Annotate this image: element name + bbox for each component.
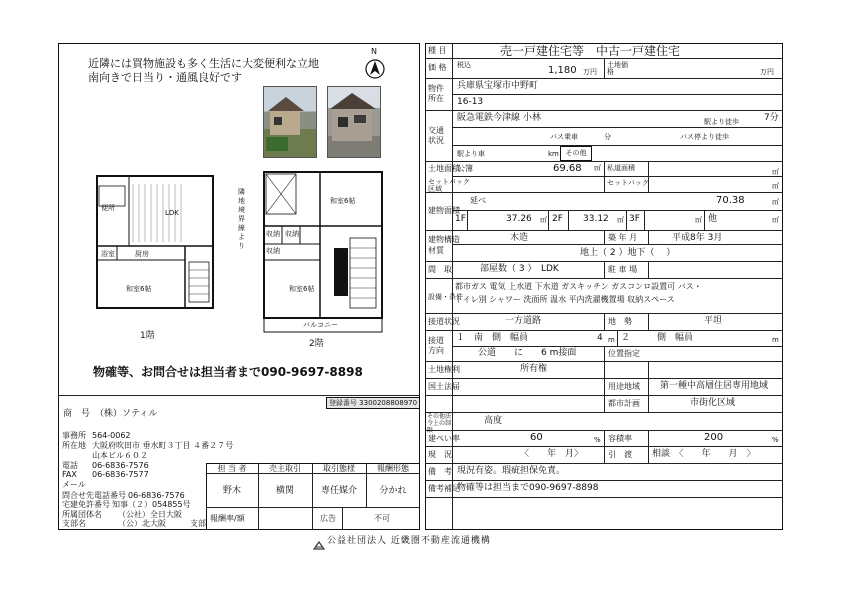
- room-washitsu-2f-b: 和室6帖: [289, 285, 315, 293]
- road-kind: 公道 に 6 m接面: [478, 348, 577, 358]
- use-label: 用途地域: [608, 382, 640, 391]
- headline-2: 南向きで日当り・通風良好です: [88, 71, 242, 84]
- road-direction-1-unit: m: [608, 336, 615, 344]
- company-tel: 06-6836-7576: [92, 461, 149, 470]
- room-balcony-2f: バルコニー: [303, 321, 338, 329]
- staff-header-type: 取引態様: [323, 464, 355, 473]
- building-f1-unit: ㎡: [540, 216, 547, 224]
- supplement-value: 物確等は担当まで090-9697-8898: [457, 483, 599, 493]
- structure-value: 木造: [510, 233, 529, 243]
- city-plan-label: 国土法届: [428, 382, 460, 391]
- building-f2-value: 33.12: [583, 214, 609, 224]
- traffic-km-unit: km: [548, 150, 559, 158]
- company-postal: 564-0062: [92, 431, 131, 440]
- staff-header-person: 担 当 者: [217, 464, 247, 473]
- road-direction-2: ２ 側 幅員: [621, 333, 694, 343]
- building-f3-label: 3F: [629, 214, 640, 224]
- room-storage-2f-b: 収納: [285, 230, 299, 238]
- floor-plan-2f: [262, 168, 387, 336]
- private-road-unit: ㎡: [772, 168, 779, 176]
- land-area-kind: 公簿: [457, 164, 473, 173]
- room-washitsu-2f-a: 和室6帖: [330, 197, 356, 205]
- staff-header-fee: 報酬形態: [377, 464, 409, 473]
- company-address-label: 所在地: [62, 441, 86, 450]
- company-office-label: 事務所: [62, 431, 86, 440]
- status-label: 現 況: [428, 450, 452, 459]
- floor-1-label: 1階: [140, 331, 155, 341]
- land-rights-label: 土地権利: [428, 365, 460, 374]
- company-inquiry: 06-6836-7576: [128, 491, 185, 500]
- private-road-label: 私道面積: [607, 164, 635, 172]
- traffic-other-label: その他: [560, 146, 592, 161]
- staff-person: 野木: [222, 486, 241, 496]
- floors-value: 地上（ 2 ）地下（ ）: [580, 248, 676, 258]
- side-note: 隣地境界線より: [238, 188, 245, 250]
- traffic-label: 交通状況: [428, 126, 444, 145]
- price-unit: 万円: [583, 68, 597, 76]
- bcr-label: 建ぺい率: [428, 434, 460, 443]
- far-value: 200: [704, 432, 724, 443]
- traffic-walk-label: 駅より徒歩: [704, 118, 739, 126]
- registration-number: 登録番号 3300208808970: [326, 397, 420, 409]
- delivery-value: 相談 〈 年 月 〉: [652, 449, 756, 459]
- terrain-value: 平坦: [704, 316, 723, 326]
- price-extra-unit: 万円: [760, 68, 774, 76]
- price-extra-label: 土地価格: [607, 61, 628, 76]
- company-fax: 06-6836-7577: [92, 470, 149, 479]
- location-label: 物件所在: [428, 84, 444, 103]
- remarks-label: 備 考: [428, 467, 452, 476]
- road-value: 一方道路: [505, 316, 542, 326]
- house-photo-1: [263, 86, 317, 158]
- location-line-1: 兵庫県宝塚市中野町: [457, 81, 539, 91]
- traffic-station: 阪急電鉄今津線 小林: [457, 113, 541, 123]
- bcr-unit: %: [594, 436, 601, 444]
- room-washitsu-1f: 和室6帖: [126, 285, 152, 293]
- price-label: 価 格: [428, 63, 447, 72]
- footer-association: 公益社団法人 近畿圏不動産流通機構: [327, 536, 491, 546]
- status-value: 〈 年 月〉: [520, 449, 584, 459]
- company-license: 知事（２）054855号: [112, 500, 191, 509]
- road-direction-label: 接道方向: [428, 336, 444, 355]
- floor-plan-1f: [95, 166, 217, 316]
- traffic-bus-label: バス乗車: [550, 133, 578, 141]
- setback-label: セットバック: [428, 178, 470, 186]
- room-ldk-1f: LDK: [165, 209, 179, 217]
- company-branch-suffix: 支部: [190, 519, 206, 528]
- land-rights-value: 所有権: [520, 364, 548, 374]
- type-value: 売一戸建住宅等 中古一戸建住宅: [500, 44, 681, 58]
- association-logo-icon: [313, 536, 325, 546]
- other-limit-label: その他法令上の制限: [427, 413, 452, 434]
- room-bath-1f: 浴室: [101, 250, 115, 258]
- staff-type: 専任媒介: [320, 486, 357, 496]
- company-mail-label: メール: [62, 480, 86, 489]
- land-area-unit: ㎡: [594, 164, 601, 172]
- price-value: 1,180: [548, 65, 577, 76]
- built-label: 築 年 月: [608, 233, 638, 242]
- traffic-bus-walk-label: バス停より徒歩: [680, 133, 729, 141]
- structure-label: 建物構造: [428, 235, 460, 244]
- company-name-label: 商 号: [63, 409, 91, 419]
- company-license-label: 宅建免許番号: [62, 500, 110, 509]
- delivery-label: 引 渡: [608, 450, 632, 459]
- road-label: 接道状況: [428, 317, 460, 326]
- room-storage-2f-a: 収納: [266, 230, 280, 238]
- equipment-line-2: トイレ別 シャワー 洗面所 温水 平内洗濯機置場 収納スペース: [455, 295, 675, 304]
- road-kind-right: 位置指定: [608, 349, 640, 358]
- building-f2-unit: ㎡: [617, 216, 624, 224]
- building-total-value: 70.38: [716, 195, 745, 206]
- remarks-value: 現況有姿。瑕疵担保免責。: [457, 466, 566, 476]
- building-total-label: 延べ: [470, 196, 486, 205]
- company-name: （株）ソティル: [95, 409, 158, 419]
- far-label: 容積率: [608, 434, 632, 443]
- road-direction-2-unit: m: [772, 336, 779, 344]
- room-storage-2f-c: 収納: [266, 247, 280, 255]
- location-line-2: 16-13: [457, 97, 484, 107]
- city-plan-value: 市街化区域: [690, 398, 736, 408]
- city-plan-right-label: 都市計画: [608, 399, 640, 408]
- floor-2-label: 2階: [309, 339, 324, 349]
- north-label: N: [371, 47, 377, 56]
- layout-value: 部屋数（ 3 ） LDK: [480, 264, 559, 274]
- building-f1-label: 1F: [455, 214, 466, 224]
- company-branch: （公）北大阪: [118, 519, 166, 528]
- land-area-label: 土地面積: [428, 164, 460, 173]
- equipment-label: 設備・条件: [428, 293, 463, 301]
- road-direction-1-value: 4: [597, 333, 603, 343]
- company-fax-label: FAX: [62, 470, 77, 479]
- traffic-bus-unit: 分: [604, 133, 611, 141]
- use-value: 第一種中高層住居専用地域: [660, 381, 769, 391]
- setback-right-label: セットバック: [607, 179, 649, 187]
- company-association-label: 所属団体名: [62, 510, 102, 519]
- building-total-unit: ㎡: [772, 198, 779, 206]
- parking-label: 駐 車 場: [608, 265, 638, 274]
- building-f3-unit: ㎡: [695, 216, 702, 224]
- setback-sub: 区域: [428, 185, 442, 193]
- built-value: 平成8年 3月: [672, 233, 723, 243]
- traffic-walk-value: 7分: [764, 113, 779, 123]
- staff-ad-value: 不可: [374, 514, 390, 523]
- house-photo-2: [327, 86, 381, 158]
- staff-header-contract: 売主取引: [269, 464, 301, 473]
- building-other-label: 他: [708, 214, 718, 224]
- price-tax: 税込: [457, 61, 471, 69]
- layout-label: 間 取: [428, 265, 452, 274]
- land-area-value: 69.68: [553, 163, 582, 174]
- traffic-km-label: 駅より車: [457, 150, 485, 158]
- other-limit-value: 高度: [484, 416, 503, 426]
- building-f1-value: 37.26: [506, 214, 532, 224]
- room-toilet-1f: 便所: [101, 204, 115, 212]
- building-f2-label: 2F: [552, 214, 563, 224]
- company-tel-label: 電話: [62, 461, 78, 470]
- bcr-value: 60: [530, 432, 543, 443]
- structure-sub-label: 材質: [428, 246, 444, 255]
- company-address-1: 大阪府吹田市 垂水町３丁目 ４番２７号: [92, 441, 234, 450]
- equipment-line-1: 都市ガス 電気 上水道 下水道 ガスキッチン ガスコンロ設置可 バス・: [455, 282, 702, 291]
- company-inquiry-label: 問合せ先電話番号: [62, 491, 126, 500]
- road-direction-1: １ 南 側 幅員: [456, 333, 529, 343]
- staff-fee: 分かれ: [379, 486, 407, 496]
- company-association: （公社）全日大阪: [118, 510, 182, 519]
- headline-1: 近隣には買物施設も多く生活に大変便利な立地: [88, 57, 319, 70]
- building-other-unit: ㎡: [772, 216, 779, 224]
- company-address-2: 山本ビル６０２: [92, 451, 148, 460]
- terrain-label: 地 勢: [608, 317, 632, 326]
- staff-remarks-label: 報酬率/額: [210, 514, 245, 523]
- type-label: 種 目: [428, 46, 447, 55]
- far-unit: %: [772, 436, 779, 444]
- building-area-label: 建物面積: [428, 206, 460, 215]
- contact-line: 物確等、お問合せは担当者まで090-9697-8898: [93, 365, 363, 379]
- supplement-label: 備考補足: [428, 484, 460, 493]
- company-branch-label: 支部名: [62, 519, 86, 528]
- staff-ad-label: 広告: [320, 514, 336, 523]
- room-kitchen-1f: 厨房: [135, 250, 149, 258]
- staff-contract: 横関: [275, 486, 294, 496]
- setback-right-unit: ㎡: [772, 182, 779, 190]
